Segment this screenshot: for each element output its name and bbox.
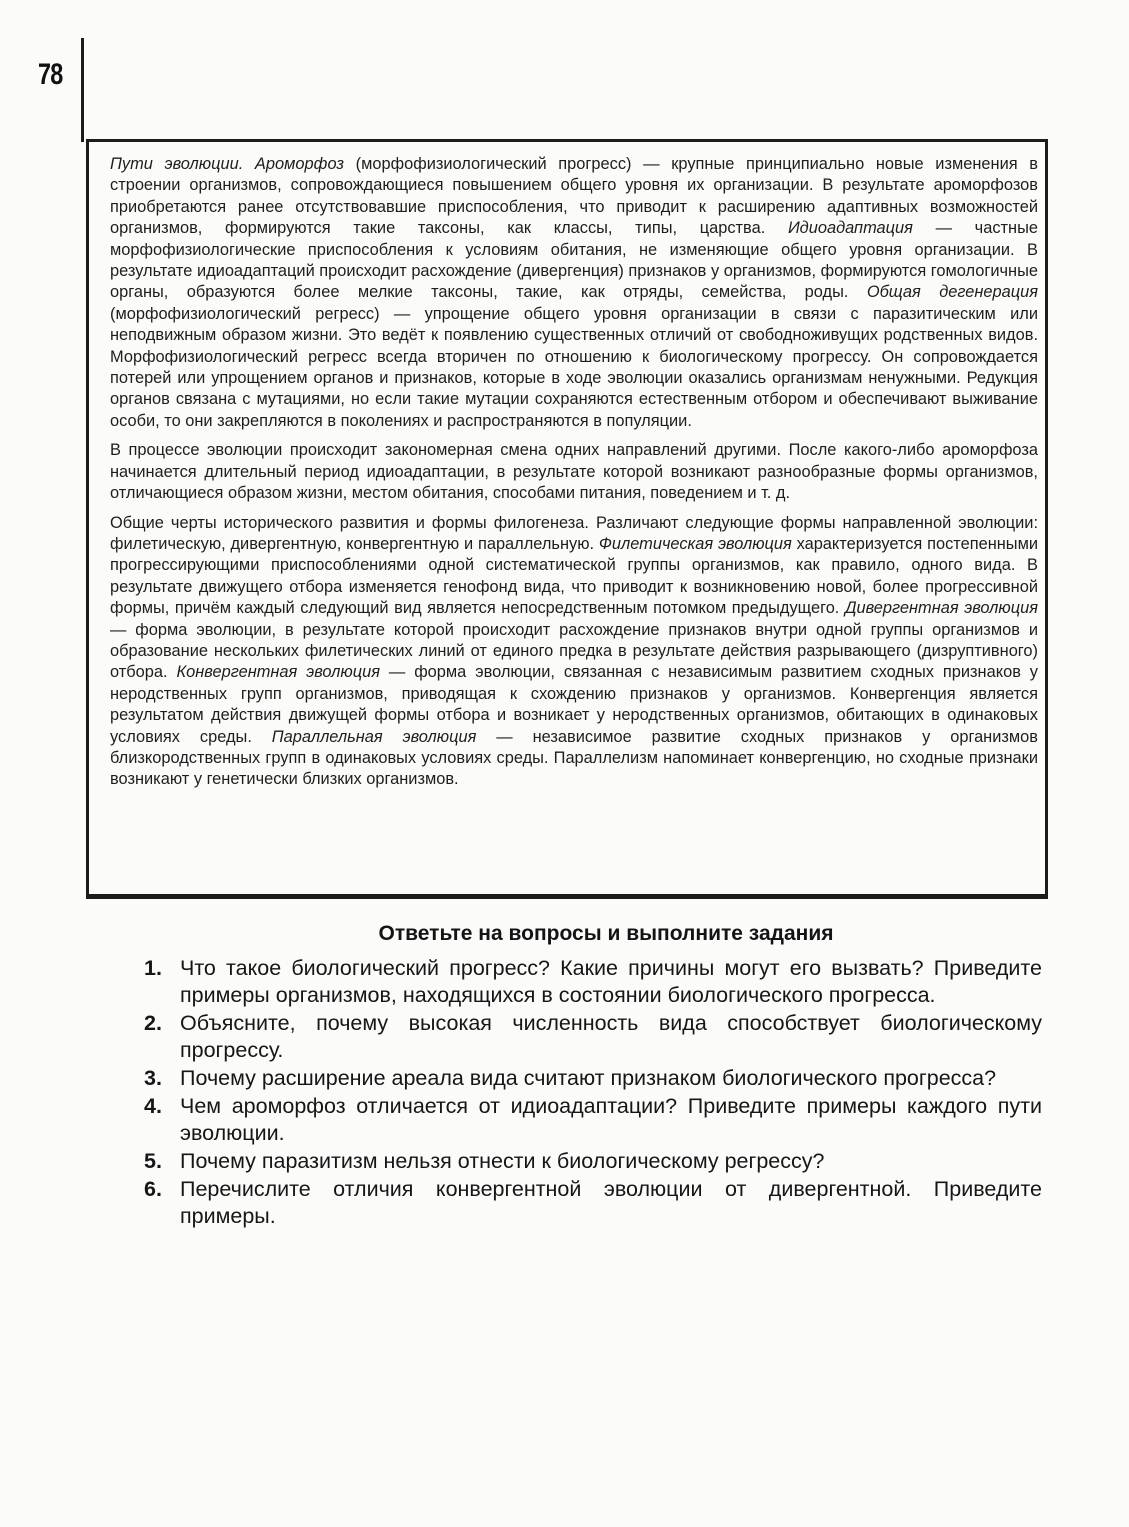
question-text: Объясните, почему высокая численность вида способствует биологическому прогрессу. bbox=[180, 1011, 1042, 1062]
theory-box bbox=[86, 139, 1048, 899]
term-degeneration: Общая дегенерация bbox=[866, 283, 1038, 302]
term-parallel: Параллельная эволюция bbox=[271, 727, 477, 746]
page-number: 78 bbox=[38, 58, 63, 91]
term-idioadaptation: Идиоадаптация bbox=[787, 219, 913, 238]
question-text: Почему паразитизм нельзя отнести к биологическому регрессу? bbox=[180, 1149, 825, 1173]
question-text: Чем ароморфоз отличается от идиоадаптации? Приведите примеры каждого пути эволюции. bbox=[180, 1094, 1042, 1145]
question-number: 3. bbox=[144, 1066, 162, 1090]
term-aromorphosis: Пути эволюции. Ароморфоз bbox=[110, 155, 344, 173]
question-number: 5. bbox=[144, 1149, 162, 1173]
paragraph-direction-change: В процессе эволюции происходит закономерная смена одних направлений другими. После какого-либо ароморфоза начинается длительный период идиоадаптации, в результате которой возникают разнообразные формы организмов, отличающиеся образом жизни, местом обитания, способами питания, поведением и т. д. bbox=[110, 441, 1038, 503]
question-number: 6. bbox=[144, 1177, 162, 1201]
term-divergent: Дивергентная эволюция bbox=[844, 599, 1038, 618]
question-text: Почему расширение ареала вида считают признаком биологического прогресса? bbox=[180, 1066, 997, 1090]
margin-rule bbox=[81, 38, 84, 142]
paragraph-evolution-paths: Пути эволюции. Ароморфоз (морфофизиологический прогресс) — крупные принципиально новые изменения в строении организмов, сопровождающиеся повышением общего уровня их организации. В результате ароморфозов приобретаются ранее отсутствовавшие приспособления, что приводит к расширению адаптивных возможностей организмов, формируются такие таксоны, как классы, типы, царства. Идиоадаптация — частные морфофизиологические приспособления к условиям обитания, не изменяющие общего уровня организации. В результате идиоадаптаций происходит расхождение (дивергенция) признаков у организмов, формируются гомологичные органы, образуются более мелкие таксоны, такие, как отряды, семейства, роды. Общая дегенерация (морфофизиологический регресс) — упрощение общего уровня организации в связи с паразитическим или неподвижным образом жизни. Это ведёт к появлению существенных отличий от свободноживущих родственных видов. Морфофизиологический регресс всегда вторичен по отношению к биологическому прогрессу. Он сопровождается потерей или упрощением органов и признаков, которые в ходе эволюции оказались организмам ненужными. Редукция органов связана с мутациями, но если такие мутации сохраняются естественным отбором и обеспечивают выживание особи, то они закрепляются в поколениях и распространяются в популяции. bbox=[110, 155, 1038, 430]
question-number: 2. bbox=[144, 1011, 162, 1035]
questions-list bbox=[140, 955, 1042, 1231]
questions-heading: Ответьте на вопросы и выполните задания bbox=[378, 922, 834, 945]
term-convergent: Конвергентная эволюция bbox=[176, 663, 380, 682]
term-phyletic: Филетическая эволюция bbox=[598, 534, 792, 553]
question-number: 4. bbox=[144, 1094, 162, 1118]
question-item bbox=[140, 1176, 1042, 1230]
question-item bbox=[140, 1065, 1042, 1092]
question-text: Перечислите отличия конвергентной эволюции от дивергентной. Приведите примеры. bbox=[180, 1177, 1042, 1228]
question-item bbox=[140, 1010, 1042, 1064]
question-item bbox=[140, 955, 1042, 1009]
question-number: 1. bbox=[144, 956, 162, 980]
paragraph-phylogenesis-forms: Общие черты исторического развития и формы филогенеза. Различают следующие формы направленной эволюции: филетическую, дивергентную, конвергентную и параллельную. Филетическая эволюция характеризуется постепенными прогрессирующими приспособлениями одной систематической группы организмов, как правило, одного вида. В результате движущего отбора изменяется генофонд вида, что приводит к возникновению новой, более прогрессивной формы, причём каждый следующий вид является непосредственным потомком предыдущего. Дивергентная эволюция — форма эволюции, в результате которой происходит расхождение признаков внутри одной группы организмов и образование нескольких филетических линий от единого предка в результате действия разрывающего (дизруптивного) отбора. Конвергентная эволюция — форма эволюции, связанная с независимым развитием сходных признаков у неродственных групп организмов, приводящая к схождению признаков у организмов. Конвергенция является результатом действия движущей формы отбора и возникает у неродственных организмов, обитающих в одинаковых условиях среды. Параллельная эволюция — независимое развитие сходных признаков у организмов близкородственных групп в одинаковых условиях среды. Параллелизм напоминает конвергенцию, но сходные признаки возникают у генетически близких организмов. bbox=[110, 513, 1039, 789]
question-text: Что такое биологический прогресс? Какие причины могут его вызвать? Приведите примеры организмов, находящихся в состоянии биологического прогресса. bbox=[180, 956, 1042, 1007]
question-item bbox=[140, 1148, 1042, 1175]
question-item bbox=[140, 1093, 1042, 1147]
